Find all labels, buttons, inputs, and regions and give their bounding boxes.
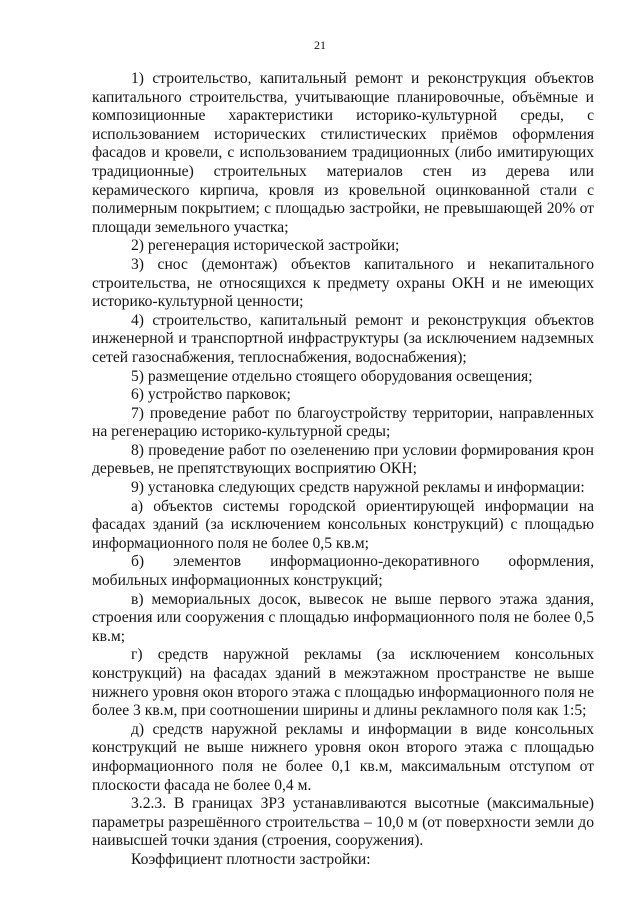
paragraph-section-3-2-3: 3.2.3. В границах ЗРЗ устанавливаются высотные (максимальные) параметры разрешённого строительства – 10,0 м (от поверхности земли до наивысшей точки здания (строения, сооружения).	[92, 795, 594, 850]
paragraph-item-3-demolition: 3) снос (демонтаж) объектов капитального и некапитального строительства, не относящихся к предмету охраны ОКН и не имеющих историко-культурной ценности;	[92, 255, 594, 311]
paragraph-subitem-a: а) объектов системы городской ориентирующей информации на фасадах зданий (за исключением консольных конструкций) с площадью информационного поля не более 0,5 кв.м;	[92, 497, 594, 552]
paragraph-item-5-lighting: 5) размещение отдельно стоящего оборудования освещения;	[131, 367, 533, 385]
paragraph-item-1-construction: 1) строительство, капитальный ремонт и реконструкция объектов капитального строительства, учитывающие планировочные, объёмные и композиционные характеристики историко-культурной среды, с использованием исторических стилистических приёмов оформления фасадов и кровели, с использованием традиционных (либо имитирующих традиционные) строительных материалов стен из дерева или керамического кирпича, кровля из кровельной оцинкованной стали с полимерным покрытием; с площадью застройки, не превышающей 20% от площади земельного участка;	[92, 70, 594, 236]
paragraph-item-7-landscaping: 7) проведение работ по благоустройству территории, направленных на регенерацию историко-культурной среды;	[92, 404, 594, 441]
page-number: 21	[314, 38, 326, 52]
paragraph-item-8-greening: 8) проведение работ по озеленению при условии формирования крон деревьев, не препятствующих восприятию ОКН;	[92, 441, 594, 478]
paragraph-item-2-regeneration: 2) регенерация исторической застройки;	[131, 237, 400, 255]
paragraph-subitem-v: в) мемориальных досок, вывесок не выше первого этажа здания, строения или сооружения с площадью информационного поля не более 0,5 кв.м;	[92, 590, 594, 645]
paragraph-item-4-infrastructure: 4) строительство, капитальный ремонт и реконструкция объектов инженерной и транспортной инфраструктуры (за исключением надземных сетей газоснабжения, теплоснабжения, водоснабжения);	[92, 311, 594, 366]
paragraph-subitem-b: б) элементов информационно-декоративного оформления, мобильных информационных конструкций;	[92, 553, 594, 590]
paragraph-subitem-g: г) средств наружной рекламы (за исключением консольных конструкций) на фасадах зданий в межэтажном пространстве не выше нижнего уровня окон второго этажа с площадью информационного поля не более 3 кв.м, при соотношении ширины и длины рекламного поля как 1:5;	[92, 646, 594, 720]
document-body	[92, 70, 594, 870]
paragraph-density-coefficient: Коэффициент плотности застройки:	[131, 850, 371, 868]
paragraph-item-6-parking: 6) устройство парковок;	[131, 386, 291, 404]
paragraph-subitem-d: д) средств наружной рекламы и информации в виде консольных конструкций не выше нижнего уровня окон второго этажа с площадью информационного поля не более 0,1 кв.м, максимальным отступом от плоскости фасада не более 0,4 м.	[92, 720, 594, 794]
paragraph-item-9-advertising: 9) установка следующих средств наружной рекламы и информации:	[131, 479, 585, 497]
